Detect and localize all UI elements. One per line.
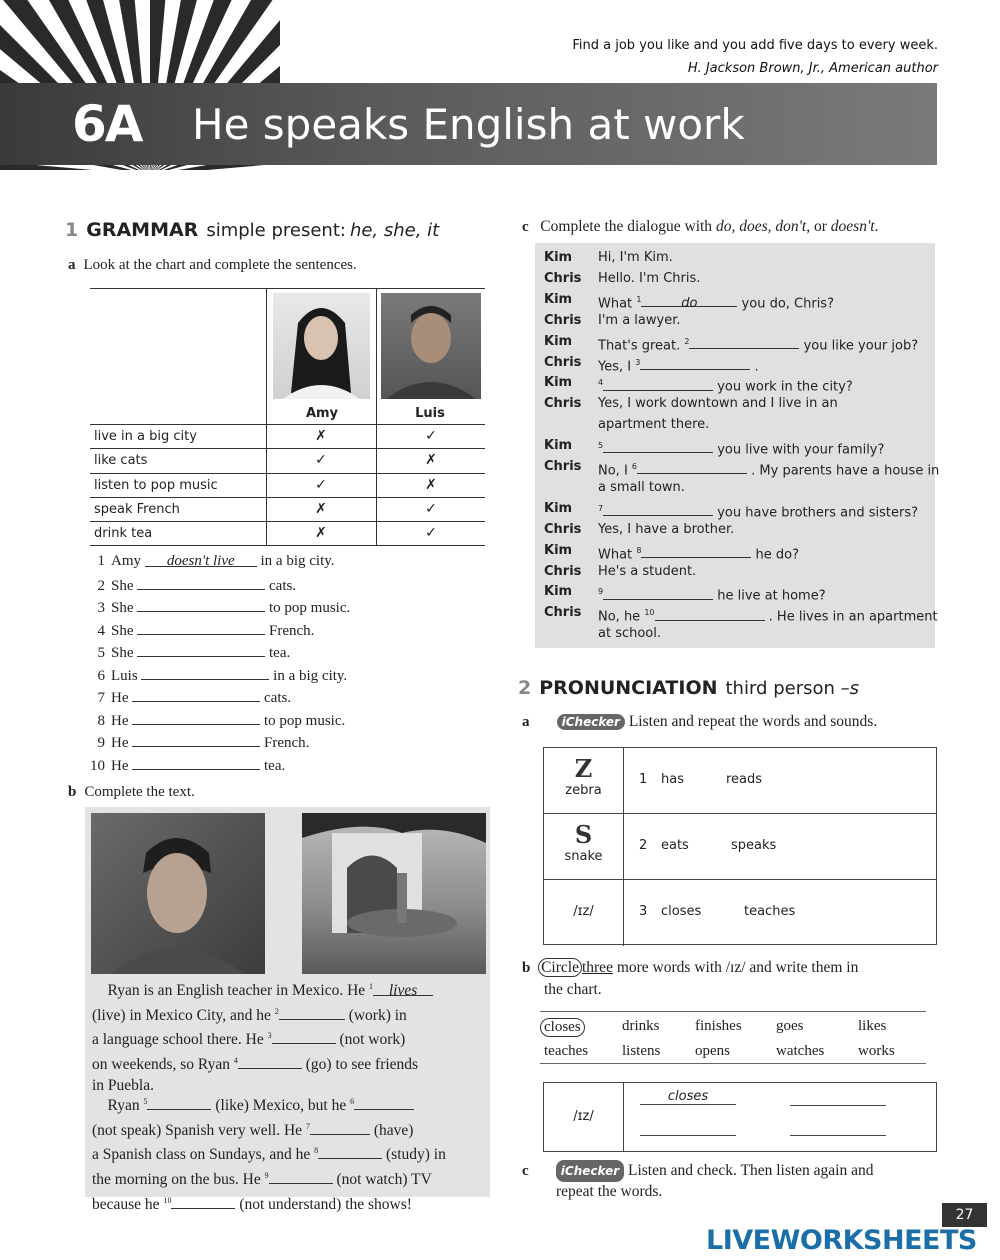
exercise-letter: b bbox=[68, 784, 77, 800]
sentence-number: 2 bbox=[97, 577, 105, 594]
amy-mark: ✓ bbox=[315, 452, 327, 469]
pron-words bbox=[639, 772, 762, 787]
exercise-2a-instruction bbox=[522, 713, 877, 731]
sentence-number: 7 bbox=[97, 690, 105, 706]
sentence-item bbox=[85, 596, 350, 618]
row-number: 2 bbox=[639, 838, 648, 853]
speaker-name: Kim bbox=[544, 250, 573, 265]
sentence-rest: tea. bbox=[264, 757, 286, 774]
gap-9-blank[interactable] bbox=[269, 1169, 333, 1184]
pronunciation-table bbox=[543, 747, 937, 945]
word-option[interactable]: listens bbox=[622, 1043, 661, 1059]
pron-word: eats bbox=[661, 838, 689, 853]
instruction-text: more words with /ɪz/ and write them in bbox=[616, 959, 859, 976]
word-option[interactable]: opens bbox=[695, 1043, 730, 1059]
sentence-rest: French. bbox=[264, 735, 310, 751]
text-segment: (go) to see friends bbox=[305, 1056, 419, 1074]
luis-mark: ✗ bbox=[425, 476, 437, 493]
speaker-name: Kim bbox=[544, 500, 573, 516]
gap-7-blank[interactable] bbox=[310, 1120, 370, 1135]
dialogue-text: Hi, I'm Kim. bbox=[598, 250, 673, 265]
sentence-rest: cats. bbox=[264, 690, 292, 706]
dialogue-text: I'm a lawyer. bbox=[598, 312, 681, 328]
dialogue-text: . My parents have a house in bbox=[751, 463, 940, 479]
exercise-letter: b bbox=[522, 960, 531, 976]
text-segment: (like) Mexico, but he bbox=[215, 1097, 347, 1115]
sound-cell bbox=[544, 814, 624, 879]
speaker-name: Chris bbox=[544, 354, 582, 370]
dialogue-text: Yes, I bbox=[598, 358, 632, 374]
dialogue-text: . bbox=[754, 358, 759, 374]
speaker-name: Kim bbox=[544, 542, 573, 558]
speaker-name: Chris bbox=[544, 521, 582, 537]
dialogue-text: What bbox=[598, 296, 633, 312]
exercise-letter: a bbox=[68, 257, 76, 273]
sentence-subject: He bbox=[111, 757, 129, 774]
gap-2-blank[interactable] bbox=[279, 1005, 345, 1020]
sentence-subject: He bbox=[111, 735, 129, 751]
sentence-answer[interactable] bbox=[137, 641, 265, 657]
ichecker-audio-button[interactable]: iChecker bbox=[557, 714, 625, 730]
gap-number: 1 bbox=[369, 982, 374, 991]
dialogue-answer[interactable] bbox=[641, 544, 751, 558]
instruction-text: . bbox=[874, 218, 879, 235]
gap-10-blank[interactable] bbox=[171, 1194, 235, 1209]
instruction-text: Complete the text. bbox=[84, 784, 195, 800]
house-fountain-photo bbox=[302, 813, 486, 974]
sound-symbol: /ɪz/ bbox=[573, 904, 594, 919]
sentence-answer[interactable]: doesn't live bbox=[145, 551, 257, 567]
sentence-rest: to pop music. bbox=[269, 600, 351, 616]
three-word: three bbox=[581, 959, 613, 976]
dialogue-answer[interactable] bbox=[603, 586, 713, 600]
speaker-name: Chris bbox=[544, 396, 582, 412]
dialogue-text: a small town. bbox=[598, 479, 685, 495]
word-option[interactable]: goes bbox=[776, 1018, 804, 1034]
gap-number: 7 bbox=[305, 1121, 310, 1131]
gap-number: 8 bbox=[314, 1146, 319, 1156]
speaker-name: Kim bbox=[544, 584, 573, 600]
text-segment: (work) in bbox=[348, 1006, 407, 1024]
activity-label: listen to pop music bbox=[94, 477, 218, 493]
unit-title: He speaks English at work bbox=[192, 100, 745, 149]
exercise-2c-instruction bbox=[522, 1160, 873, 1202]
sentence-answer[interactable] bbox=[132, 709, 260, 725]
gap-number: 5 bbox=[598, 441, 604, 451]
text-segment: in Puebla. bbox=[92, 1076, 154, 1094]
sentence-number: 5 bbox=[97, 645, 105, 661]
gap-number: 9 bbox=[264, 1170, 269, 1180]
iz-answer-1[interactable]: closes bbox=[640, 1089, 736, 1105]
gap-number: 8 bbox=[636, 545, 642, 555]
pron-row-iz bbox=[544, 880, 936, 946]
sentence-number: 8 bbox=[97, 712, 105, 729]
speaker-name: Chris bbox=[544, 459, 582, 474]
instruction-text: Complete the dialogue with bbox=[540, 218, 713, 235]
luis-mark: ✗ bbox=[425, 452, 437, 469]
dialogue-text: He's a student. bbox=[598, 563, 697, 579]
dialogue-answer[interactable] bbox=[603, 502, 713, 516]
option-doesnt: doesn't bbox=[830, 218, 875, 235]
table-bottom-rule bbox=[90, 545, 485, 546]
text-segment: (not watch) TV bbox=[336, 1171, 432, 1189]
exercise-1a-instruction bbox=[68, 256, 357, 274]
pron-words bbox=[639, 904, 795, 919]
sentence-subject: Amy bbox=[111, 553, 141, 569]
gap-8-blank[interactable] bbox=[318, 1144, 382, 1159]
speaker-name: Chris bbox=[544, 270, 582, 286]
text-segment: (study) in bbox=[386, 1146, 446, 1164]
activity-label: like cats bbox=[94, 453, 148, 469]
section1-heading bbox=[65, 219, 439, 241]
table-row bbox=[90, 497, 485, 521]
word-option[interactable]: watches bbox=[776, 1043, 825, 1059]
dialogue-answer[interactable] bbox=[637, 460, 747, 474]
pron-row-snake bbox=[544, 814, 936, 880]
dialogue-text: Hello. I'm Chris. bbox=[598, 270, 701, 286]
sentence-number: 6 bbox=[97, 667, 105, 684]
gap-6-blank[interactable] bbox=[354, 1095, 414, 1110]
luis-mark: ✓ bbox=[425, 525, 437, 542]
gap-number: 3 bbox=[635, 357, 641, 367]
table-row bbox=[90, 521, 485, 545]
word-option[interactable]: teaches bbox=[544, 1043, 589, 1059]
gap-number: 6 bbox=[350, 1097, 355, 1106]
exercise-1c-instruction bbox=[522, 218, 878, 236]
dialogue-answer[interactable] bbox=[655, 607, 765, 621]
dialogue-text: you have brothers and sisters? bbox=[717, 505, 918, 521]
luis-photo bbox=[381, 293, 481, 399]
exercise-2b-instruction bbox=[522, 957, 858, 1000]
sentence-answer[interactable] bbox=[132, 686, 260, 702]
gap-number: 4 bbox=[598, 378, 604, 388]
pron-word: speaks bbox=[731, 838, 777, 853]
gap-number: 2 bbox=[274, 1006, 279, 1016]
dialogue-answer[interactable] bbox=[603, 377, 713, 391]
sound-word: zebra bbox=[565, 783, 602, 798]
iz-label: /ɪz/ bbox=[544, 1083, 624, 1151]
text-segment: Ryan bbox=[107, 1097, 140, 1115]
luis-mark: ✓ bbox=[425, 500, 437, 517]
sentence-rest: tea. bbox=[269, 645, 291, 661]
text-segment: (not understand) the shows! bbox=[239, 1195, 412, 1213]
option-dont: don't, bbox=[775, 218, 811, 235]
section-topic-italic: s bbox=[849, 678, 860, 699]
sentence-rest: to pop music. bbox=[264, 712, 346, 729]
text-segment: because he bbox=[92, 1195, 160, 1213]
quote-author: H. Jackson Brown, Jr., American author bbox=[687, 61, 938, 76]
dialogue-text: you like your job? bbox=[803, 337, 919, 353]
text-segment: (live) in Mexico City, and he bbox=[92, 1006, 271, 1024]
sentence-number: 9 bbox=[97, 735, 105, 751]
sentence-number: 1 bbox=[97, 553, 105, 569]
gap-number: 1 bbox=[636, 294, 642, 304]
activity-label: speak French bbox=[94, 501, 180, 517]
gap-number: 6 bbox=[631, 462, 638, 471]
dialogue-text: Yes, I have a brother. bbox=[598, 521, 735, 537]
section-topic: third person – bbox=[725, 678, 850, 699]
page-number: 27 bbox=[942, 1203, 987, 1227]
luis-mark: ✓ bbox=[425, 428, 437, 444]
gap-5-blank[interactable] bbox=[147, 1095, 211, 1110]
sentence-number: 3 bbox=[97, 600, 105, 616]
gap-number: 5 bbox=[143, 1097, 148, 1106]
quote-text: Find a job you like and you add five days to every week. bbox=[572, 38, 938, 53]
instruction-text: Look at the chart and complete the sentences. bbox=[83, 257, 357, 273]
speaker-name: Chris bbox=[544, 312, 582, 328]
iz-answer-2[interactable] bbox=[790, 1105, 886, 1106]
exercise-letter: a bbox=[522, 714, 530, 730]
gap-4-blank[interactable] bbox=[238, 1054, 302, 1069]
section-name: PRONUNCIATION bbox=[539, 677, 718, 699]
pron-word: reads bbox=[726, 772, 763, 787]
sentence-number: 4 bbox=[97, 622, 105, 639]
dialogue-text: No, I bbox=[598, 463, 628, 479]
sentence-rest: cats. bbox=[269, 577, 297, 594]
dialogue-text: apartment there. bbox=[598, 417, 710, 433]
sentence-answer[interactable] bbox=[132, 754, 260, 770]
text-segment: on weekends, so Ryan bbox=[92, 1056, 230, 1074]
sentence-item bbox=[85, 664, 347, 686]
sentence-answer[interactable] bbox=[137, 596, 265, 612]
section-topic: simple present: bbox=[206, 220, 346, 241]
word-option[interactable]: works bbox=[858, 1043, 895, 1059]
pron-word: closes bbox=[661, 904, 702, 919]
text-segment: Ryan is an English teacher in Mexico. He bbox=[107, 982, 366, 1000]
exercise-letter: c bbox=[522, 219, 529, 235]
speaker-name: Kim bbox=[544, 333, 573, 349]
text-paragraph-1 bbox=[92, 977, 433, 1096]
sentence-number: 10 bbox=[90, 757, 105, 774]
column-header-amy: Amy bbox=[305, 406, 339, 421]
activity-label: live in a big city bbox=[94, 429, 197, 444]
instruction-text: or bbox=[813, 218, 827, 235]
amy-mark: ✗ bbox=[315, 525, 327, 542]
dialogue-text: Yes, I work downtown and I live in an bbox=[598, 396, 838, 412]
dialogue-text: you do, Chris? bbox=[741, 296, 834, 312]
text-segment: a language school there. He bbox=[92, 1031, 264, 1049]
sentence-item bbox=[85, 574, 296, 596]
iz-answer-3[interactable] bbox=[640, 1135, 736, 1136]
pron-row-zebra bbox=[544, 748, 936, 814]
amy-mark: ✗ bbox=[315, 428, 327, 444]
row-number: 1 bbox=[639, 772, 648, 787]
dialogue-text: What bbox=[598, 546, 633, 562]
exercise-1b-instruction bbox=[68, 783, 195, 801]
liveworksheets-logo: LIVEWORKSHEETS bbox=[706, 1225, 977, 1256]
iz-answer-4[interactable] bbox=[790, 1135, 886, 1136]
dialogue-text: That's great. bbox=[598, 337, 681, 353]
table-row bbox=[90, 473, 485, 497]
pron-words bbox=[639, 838, 776, 853]
sentence-subject: He bbox=[111, 690, 129, 706]
amy-photo bbox=[273, 293, 370, 399]
dialogue-answer[interactable] bbox=[640, 356, 750, 370]
dialogue-text: No, he bbox=[598, 609, 641, 625]
text-segment: (not work) bbox=[339, 1031, 406, 1049]
pron-word: has bbox=[661, 772, 684, 787]
dialogue-text: you work in the city? bbox=[717, 379, 853, 395]
gap-number: 9 bbox=[598, 587, 604, 597]
word-row-rule bbox=[540, 1011, 926, 1012]
word-option[interactable]: likes bbox=[858, 1018, 887, 1034]
sound-cell bbox=[544, 748, 624, 813]
dialogue-answer[interactable] bbox=[689, 335, 799, 349]
sentence-subject: Luis bbox=[111, 667, 138, 684]
table-top-rule bbox=[90, 288, 485, 289]
ryan-photo bbox=[91, 813, 265, 974]
sentence-subject: He bbox=[111, 712, 129, 729]
dialogue-text: you live with your family? bbox=[717, 442, 885, 458]
row-number: 3 bbox=[639, 904, 648, 919]
instruction-text: Listen and repeat the words and sounds. bbox=[628, 713, 878, 730]
column-header-luis: Luis bbox=[415, 406, 445, 421]
activity-label: drink tea bbox=[94, 526, 153, 542]
ichecker-audio-button[interactable]: iChecker bbox=[556, 1160, 624, 1182]
sentence-item bbox=[85, 686, 291, 708]
section-number: 2 bbox=[518, 677, 532, 699]
amy-mark: ✗ bbox=[315, 500, 327, 517]
sentence-item bbox=[85, 731, 309, 753]
gap-1-answer[interactable]: lives bbox=[373, 981, 433, 996]
sound-word: snake bbox=[564, 849, 603, 864]
sentence-answer[interactable] bbox=[137, 574, 265, 590]
dialogue-text: he do? bbox=[755, 546, 800, 562]
text-segment: (not speak) Spanish very well. He bbox=[92, 1121, 303, 1139]
sentence-subject: She bbox=[111, 622, 134, 639]
sentence-answer[interactable] bbox=[137, 619, 265, 635]
instruction-text: Listen and check. Then listen again and bbox=[628, 1162, 874, 1179]
dialogue-text: . He lives in an apartment bbox=[768, 609, 938, 625]
text-paragraph-2 bbox=[92, 1092, 446, 1215]
speaker-name: Kim bbox=[544, 291, 573, 307]
table-row bbox=[90, 424, 485, 448]
pron-word: teaches bbox=[744, 904, 796, 919]
gap-number: 3 bbox=[267, 1031, 272, 1041]
section-topic-italic: he, she, it bbox=[349, 220, 440, 241]
gap-number: 2 bbox=[684, 336, 690, 346]
dialogue-text: at school. bbox=[598, 626, 662, 642]
gap-number: 10 bbox=[163, 1195, 172, 1205]
gap-3-blank[interactable] bbox=[272, 1029, 336, 1044]
instruction-text: the chart. bbox=[544, 981, 602, 998]
sentence-rest: in a big city. bbox=[260, 553, 335, 569]
section-number: 1 bbox=[65, 219, 79, 241]
word-option[interactable]: drinks bbox=[622, 1018, 660, 1034]
zebra-icon: Z bbox=[574, 754, 593, 783]
option-do: do, bbox=[715, 218, 736, 235]
word-option[interactable]: closes bbox=[540, 1018, 585, 1037]
gap-number: 10 bbox=[644, 608, 655, 618]
sentence-subject: She bbox=[111, 600, 134, 616]
word-row-rule bbox=[540, 1063, 926, 1064]
sentence-item bbox=[85, 754, 285, 776]
speaker-name: Chris bbox=[544, 605, 582, 621]
sentence-rest: French. bbox=[269, 622, 315, 639]
sentence-rest: in a big city. bbox=[273, 667, 348, 684]
sentence-answer[interactable] bbox=[132, 731, 260, 747]
section2-heading bbox=[518, 677, 859, 699]
dialogue-answer[interactable] bbox=[603, 439, 713, 453]
sentence-item bbox=[85, 551, 335, 571]
iz-answer-table bbox=[543, 1082, 937, 1152]
instruction-text: repeat the words. bbox=[556, 1183, 663, 1200]
sentence-subject: She bbox=[111, 645, 134, 661]
sentence-answer[interactable] bbox=[141, 664, 269, 680]
unit-number: 6A bbox=[72, 95, 142, 153]
dialogue-text: he live at home? bbox=[717, 588, 826, 604]
snake-icon: S bbox=[574, 820, 593, 849]
text-segment: the morning on the bus. He bbox=[92, 1171, 261, 1189]
exercise-letter: c bbox=[522, 1163, 529, 1179]
sentence-item bbox=[85, 619, 314, 641]
sentence-item bbox=[85, 641, 290, 663]
sentence-subject: She bbox=[111, 577, 134, 594]
speaker-name: Kim bbox=[544, 375, 573, 391]
text-segment: a Spanish class on Sundays, and he bbox=[92, 1146, 311, 1164]
sentence-item bbox=[85, 709, 345, 731]
speaker-name: Chris bbox=[544, 563, 582, 579]
dialogue-answer[interactable]: do bbox=[641, 293, 737, 307]
gap-number: 4 bbox=[233, 1055, 238, 1065]
word-option[interactable]: finishes bbox=[695, 1018, 742, 1034]
sound-cell bbox=[544, 880, 624, 946]
text-segment: (have) bbox=[373, 1121, 414, 1139]
circle-word: Circle bbox=[538, 958, 582, 977]
gap-number: 7 bbox=[598, 503, 604, 513]
table-row bbox=[90, 448, 485, 472]
section-name: GRAMMAR bbox=[86, 219, 199, 241]
option-does: does, bbox=[739, 218, 772, 235]
amy-mark: ✓ bbox=[315, 476, 327, 493]
speaker-name: Kim bbox=[544, 438, 573, 454]
